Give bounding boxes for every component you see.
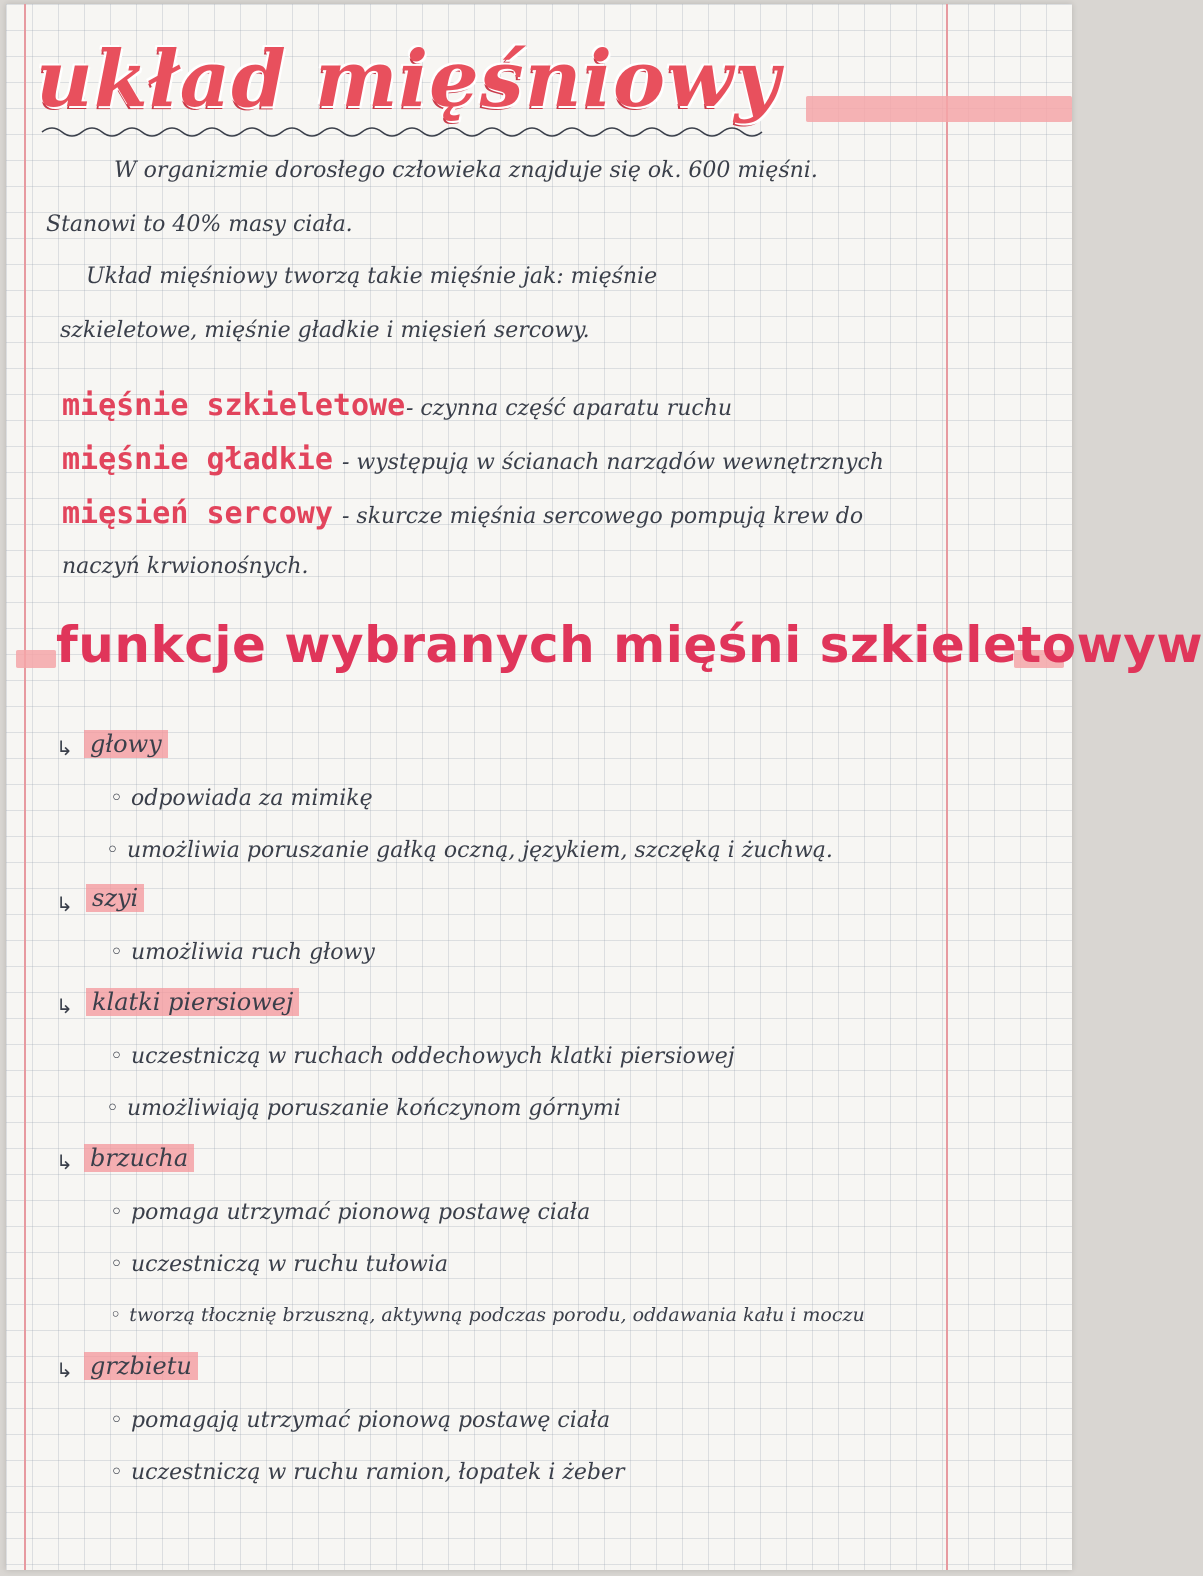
subtitle-highlight-left (16, 650, 56, 668)
arrow-icon: ↳ (56, 1150, 73, 1174)
intro-line-1: W organizmie dorosłego człowieka znajduje się ok. 600 mięśni. (114, 158, 818, 183)
page-title: układ mięśniowy (36, 34, 781, 125)
def-heart-muscle: - skurcze mięśnia sercowego pompują krew do (342, 504, 864, 529)
group-label-neck: szyi (86, 884, 144, 912)
arrow-icon: ↳ (56, 1358, 73, 1382)
arrow-icon: ↳ (56, 736, 73, 760)
group-label-abdomen: brzucha (84, 1144, 194, 1172)
def-heart-muscle-continuation: naczyń krwionośnych. (62, 554, 309, 579)
left-margin-line (24, 4, 26, 1570)
group-chest-item-2: ◦ umożliwiają poruszanie kończynom górnymi (106, 1096, 621, 1121)
intro-line-2: Stanowi to 40% masy ciała. (46, 212, 353, 237)
title-scallop-underline (42, 124, 762, 140)
term-heart-muscle: mięsień sercowy (62, 496, 333, 531)
group-abdomen-item-3: ◦ tworzą tłocznię brzuszną, aktywną podczas porodu, oddawania kału i moczu (110, 1304, 865, 1326)
group-abdomen-item-1: ◦ pomaga utrzymać pionową postawę ciała (110, 1200, 590, 1225)
group-back-item-1: ◦ pomagają utrzymać pionową postawę ciała (110, 1408, 610, 1433)
term-smooth-muscles: mięśnie gładkie (62, 442, 333, 477)
intro-line-4: szkieletowe, mięśnie gładkie i mięsień sercowy. (60, 318, 590, 343)
arrow-icon: ↳ (56, 994, 73, 1018)
right-margin-line (946, 4, 948, 1570)
section-subtitle: funkcje wybranych mięśni szkieletowyw (56, 616, 1203, 674)
arrow-icon: ↳ (56, 892, 73, 916)
intro-line-3: Układ mięśniowy tworzą takie mięśnie jak: mięśnie (86, 264, 658, 289)
group-chest-item-1: ◦ uczestniczą w ruchach oddechowych klatki piersiowej (110, 1044, 735, 1069)
group-label-back: grzbietu (84, 1352, 198, 1380)
notebook-page (6, 4, 1203, 1570)
group-abdomen-item-2: ◦ uczestniczą w ruchu tułowia (110, 1252, 448, 1277)
group-back-item-2: ◦ uczestniczą w ruchu ramion, łopatek i żeber (110, 1460, 625, 1485)
def-smooth-muscles: - występują w ścianach narządów wewnętrznych (342, 450, 884, 475)
group-label-head: głowy (84, 730, 168, 758)
group-label-chest: klatki piersiowej (86, 988, 299, 1016)
group-head-item-2: ◦ umożliwia poruszanie gałką oczną, językiem, szczęką i żuchwą. (106, 838, 833, 863)
term-skeletal-muscles: mięśnie szkieletowe (62, 388, 406, 423)
group-neck-item-1: ◦ umożliwia ruch głowy (110, 940, 375, 965)
title-highlight-bar (806, 96, 1072, 122)
def-skeletal-muscles: - czynna część aparatu ruchu (406, 396, 733, 421)
group-head-item-1: ◦ odpowiada za mimikę (110, 786, 373, 811)
